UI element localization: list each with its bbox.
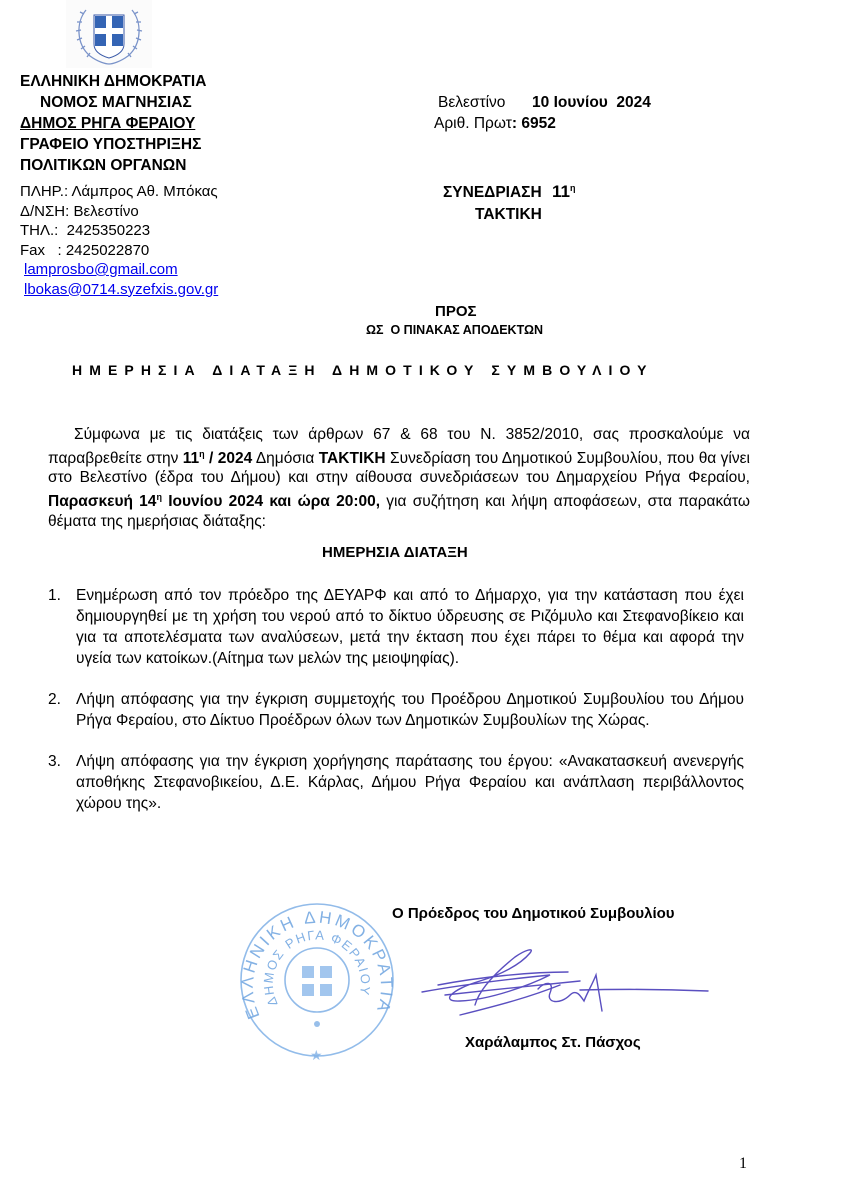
svg-text:ΕΛΛΗΝΙΚΗ ΔΗΜΟΚΡΑΤΙΑ: [238, 908, 396, 1022]
intro-day-sup: η: [156, 492, 162, 503]
stamp-inner-text: ΔΗΜΟΣ ΡΗΓΑ ΦΕΡΑΙΟΥ: [260, 927, 374, 1009]
agenda-item-text: Λήψη απόφασης για την έγκριση χορήγησης παράτασης του έργου: «Ανακατασκευή ανενεργής αποθήκης Στεφανοβικείου, Δ.Ε. Κάρλας, Δήμου Ρήγα Φεραίου και ανάπλαση περιβάλλοντος χώρου της».: [76, 753, 744, 812]
session-number: 11: [551, 182, 570, 201]
email-link-primary[interactable]: lamprosbo@gmail.com: [24, 261, 178, 278]
contact-phone: ΤΗΛ.: 2425350223: [20, 222, 151, 239]
handwritten-signature: [420, 945, 710, 1025]
session-number-suffix: η: [569, 183, 576, 193]
letterhead-office-line2: ΠΟΛΙΤΙΚΩΝ ΟΡΓΑΝΩΝ: [20, 157, 187, 174]
letterhead-municipality: ΔΗΜΟΣ ΡΗΓΑ ΦΕΡΑΙΟΥ: [20, 115, 196, 132]
intro-text-1: Σύμφωνα με τις διατάξεις των άρθρων 67 & 68 του Ν. 3852/2010, σας προσκαλούμε να παραβρεθείτε στην: [48, 426, 750, 467]
email-link-secondary[interactable]: lbokas@0714.syzefxis.gov.gr: [24, 280, 219, 298]
signer-title: Ο Πρόεδρος του Δημοτικού Συμβουλίου: [392, 905, 675, 922]
recipients-label: ΠΡΟΣ: [435, 303, 477, 320]
agenda-item-text: Ενημέρωση από τον πρόεδρο της ΔΕΥΑΡΦ και από το Δήμαρχο, για την κατάσταση που έχει δημιουργηθεί με τη χρήση του νερού από το δίκτυο ύδρευσης σε Ριζόμυλο και Στεφανοβίκειο και για τα αποτελέσματα των αναλύσεων, μετά την έκταση που έχει πάρει το θέμα και αφορά την υγεία των κατοίκων.(Αίτημα των μελών της μειοψηφίας).: [76, 587, 744, 667]
svg-text:★: ★: [310, 1047, 323, 1063]
agenda-item-text: Λήψη απόφασης για την έγκριση συμμετοχής του Προέδρου Δημοτικού Συμβουλίου του Δήμου Ρήγα Φεραίου, στο Δίκτυο Προέδρων όλων των Δημοτικών Συμβουλίων της Χώρας.: [76, 691, 744, 729]
place: Βελεστίνο: [438, 94, 506, 111]
protocol-label: Αριθ. Πρωτ: [434, 115, 512, 132]
date-protocol-block: [434, 92, 651, 134]
intro-text-3: Συνεδρίαση του Δημοτικού Συμβουλίου, που θα γίνει στο Βελεστίνο (έδρα του Δήμου) και στην αίθουσα συνεδριάσεων του Δημαρχείου Ρήγα Φεραίου,: [48, 449, 750, 487]
page-number: 1: [739, 1155, 747, 1172]
agenda-title: ΗΜΕΡΗΣΙΑ ΔΙΑΤΑΞΗ: [322, 544, 468, 561]
intro-session-number: 11: [182, 449, 200, 467]
letterhead-prefecture: ΝΟΜΟΣ ΜΑΓΝΗΣΙΑΣ: [40, 94, 192, 111]
greek-coat-of-arms-icon: [66, 0, 152, 68]
intro-session-year: / 2024: [204, 449, 253, 467]
session-block: [443, 177, 575, 226]
contact-address: Δ/ΝΣΗ: Βελεστίνο: [20, 202, 139, 220]
agenda-item: [48, 689, 744, 731]
agenda-item-number: 3.: [48, 753, 61, 770]
recipients-value: ΩΣ Ο ΠΙΝΑΚΑΣ ΑΠΟΔΕΚΤΩΝ: [366, 323, 544, 337]
contact-fax: Fax : 2425022870: [20, 241, 150, 259]
intro-date-time: Ιουνίου 2024 και ώρα 20:00,: [161, 493, 381, 511]
session-label: ΣΥΝΕΔΡΙΑΣΗ: [443, 184, 542, 201]
agenda-item-number: 1.: [48, 587, 61, 604]
session-type: ΤΑΚΤΙΚΗ: [475, 206, 542, 223]
letterhead-office-line1: ΓΡΑΦΕΙΟ ΥΠΟΣΤΗΡΙΞΗΣ: [20, 136, 202, 153]
intro-day: Παρασκευή 14: [48, 493, 157, 511]
intro-session-sup: η: [199, 448, 205, 459]
intro-paragraph: [48, 425, 750, 532]
official-stamp: [238, 898, 396, 1068]
agenda-item-number: 2.: [48, 691, 61, 708]
letterhead: [20, 71, 206, 176]
agenda-list: [48, 585, 744, 834]
contact-block: [20, 182, 218, 299]
intro-text-2: Δημόσια: [252, 449, 319, 467]
date: 10 Ιουνίου 2024: [532, 94, 651, 111]
stamp-outer-text: ΕΛΛΗΝΙΚΗ ΔΗΜΟΚΡΑΤΙΑ: [238, 907, 396, 1022]
agenda-item: [48, 751, 744, 814]
letterhead-republic: ΕΛΛΗΝΙΚΗ ΔΗΜΟΚΡΑΤΙΑ: [20, 73, 207, 90]
intro-session-type: ΤΑΚΤΙΚΗ: [318, 449, 386, 467]
agenda-item: [48, 585, 744, 669]
document-title: ΗΜΕΡΗΣΙΑ ΔΙΑΤΑΞΗ ΔΗΜΟΤΙΚΟΥ ΣΥΜΒΟΥΛΙΟΥ: [72, 362, 654, 378]
contact-person: ΠΛΗΡ.: Λάμπρος Αθ. Μπόκας: [20, 183, 218, 200]
protocol-number: : 6952: [511, 115, 556, 132]
signer-name: Χαράλαμπος Στ. Πάσχος: [465, 1034, 641, 1051]
intro-text-4: για συζήτηση και λήψη αποφάσεων, στα παρακάτω θέματα της ημερήσιας διάταξης:: [48, 493, 750, 530]
